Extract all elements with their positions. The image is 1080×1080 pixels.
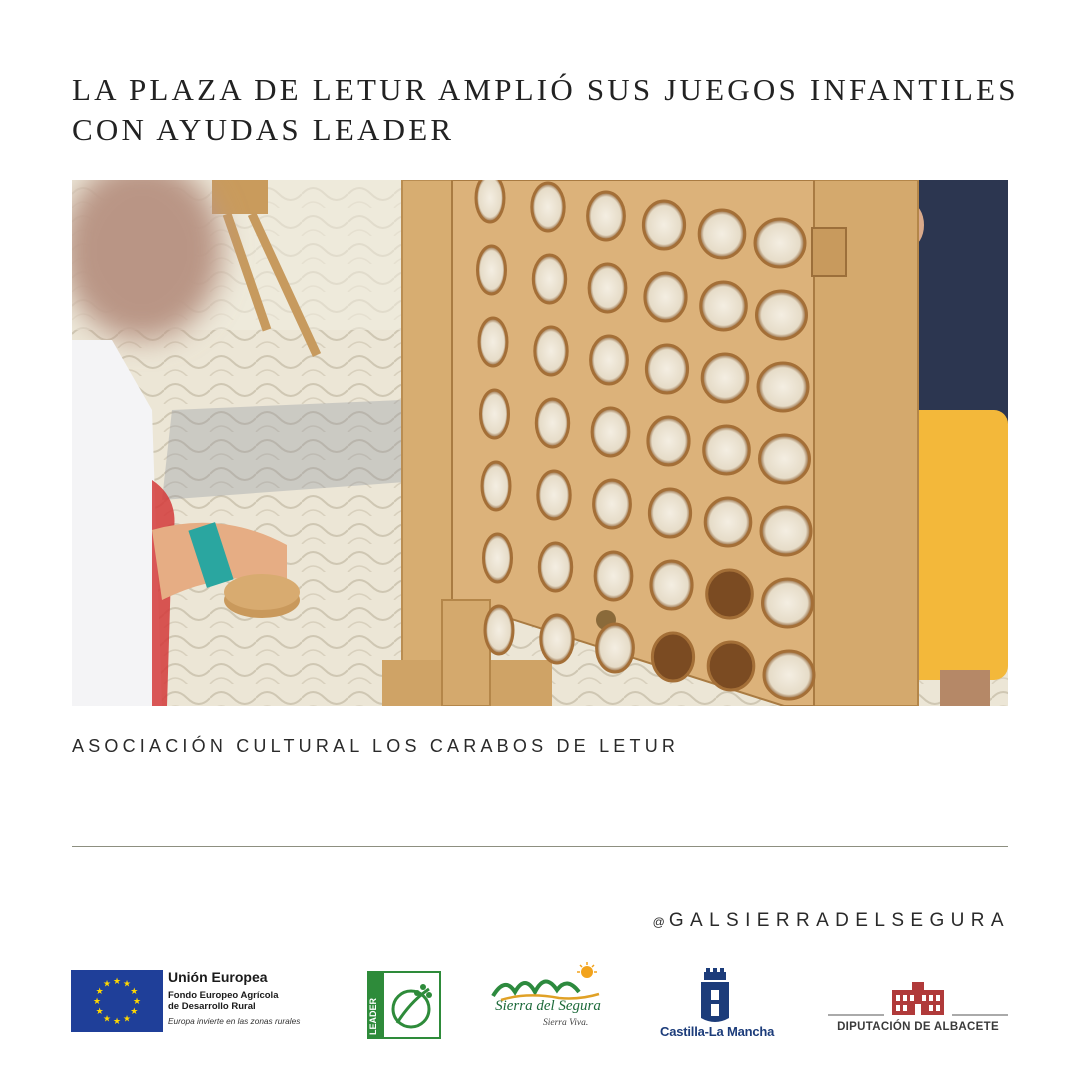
- board-hole: [757, 291, 807, 339]
- board-hole: [588, 192, 625, 240]
- social-handle[interactable]: [653, 910, 1010, 932]
- board-hole: [538, 471, 570, 519]
- board-hole: [478, 246, 506, 294]
- eu-star-icon: ★: [95, 986, 104, 996]
- eu-star-icon: ★: [112, 1016, 122, 1026]
- eu-star-icon: ★: [92, 996, 102, 1006]
- eu-tagline: Europa invierte en las zonas rurales: [168, 1016, 301, 1026]
- board-hole: [763, 579, 813, 627]
- board-hole: [597, 624, 634, 672]
- board-hole: [533, 255, 565, 303]
- board-hole: [536, 399, 568, 447]
- photo-caption: ASOCIACIÓN CULTURAL LOS CARABOS DE LETUR: [72, 736, 680, 756]
- board-hole: [592, 408, 629, 456]
- board-hole: [482, 462, 510, 510]
- board-hole: [652, 633, 693, 681]
- board-hole: [758, 363, 808, 411]
- board-hole: [485, 606, 513, 654]
- eu-star-icon: ★: [122, 978, 132, 989]
- board-hole: [705, 498, 751, 546]
- board-hole: [484, 534, 512, 582]
- board-hole: [532, 183, 564, 231]
- sierra-del-segura-logo: [487, 962, 609, 1042]
- board-hole: [643, 201, 684, 249]
- board-hole: [649, 489, 690, 537]
- sierra-name: Sierra del Segura: [495, 998, 601, 1014]
- eu-star-icon: ★: [95, 1006, 104, 1016]
- photo-connect-four: [72, 180, 1008, 706]
- eu-star-icon: ★: [130, 1006, 139, 1016]
- board-hole: [645, 273, 686, 321]
- handle-text: GALSIERRADELSEGURA: [668, 910, 1010, 931]
- post-title-line-2: CON AYUDAS LEADER: [72, 112, 455, 147]
- sierra-slogan: Sierra Viva.: [543, 1018, 589, 1028]
- board-hole: [651, 561, 692, 609]
- leader-logo: [367, 971, 441, 1039]
- board-hole: [481, 390, 509, 438]
- board-hole: [699, 210, 745, 258]
- post-title: [72, 70, 1019, 150]
- connect-four-board: [382, 180, 918, 706]
- castle-icon: [660, 968, 770, 1024]
- board-hole: [702, 354, 748, 402]
- board-hole: [761, 507, 811, 555]
- eu-flag-icon: [71, 970, 163, 1032]
- eu-star-icon: ★: [132, 996, 142, 1006]
- eu-star-icon: ★: [112, 976, 122, 986]
- at-symbol: @: [652, 915, 669, 929]
- board-hole: [764, 651, 814, 699]
- board-hole: [707, 570, 753, 618]
- clm-name: Castilla-La Mancha: [660, 1024, 775, 1039]
- board-hole: [648, 417, 689, 465]
- eu-fund-line-1: Fondo Europeo Agrícola: [168, 990, 279, 1001]
- board-hole: [541, 615, 573, 663]
- eu-star-icon: ★: [130, 986, 139, 996]
- palace-icon: [828, 982, 1008, 1018]
- board-hole: [704, 426, 750, 474]
- board-hole: [646, 345, 687, 393]
- board-hole: [701, 282, 747, 330]
- board-hole: [595, 552, 632, 600]
- eu-star-icon: ★: [102, 1013, 112, 1024]
- sponsor-logos: [0, 960, 1080, 1050]
- castilla-la-mancha-logo: [660, 968, 775, 1048]
- board-hole: [755, 219, 805, 267]
- board-hole: [476, 180, 504, 222]
- eu-fund-line-2: de Desarrollo Rural: [168, 1001, 256, 1012]
- eu-star-icon: ★: [102, 978, 112, 989]
- board-hole: [594, 480, 631, 528]
- board-hole: [708, 642, 754, 690]
- board-hole: [535, 327, 567, 375]
- eu-logo: [71, 968, 321, 1034]
- eu-star-icon: ★: [122, 1013, 132, 1024]
- board-hole: [591, 336, 628, 384]
- board-hole: [539, 543, 571, 591]
- board-hole: [479, 318, 507, 366]
- photo-illustration: [72, 180, 1008, 706]
- divider-line: [72, 846, 1008, 847]
- board-hole: [589, 264, 626, 312]
- diputacion-albacete-logo: [828, 982, 1008, 1042]
- leader-icon: [367, 971, 441, 1039]
- diputacion-name: DIPUTACIÓN DE ALBACETE: [837, 1021, 999, 1033]
- sierra-mountains-icon: [487, 962, 609, 1002]
- eu-title: Unión Europea: [168, 969, 268, 985]
- board-hole: [760, 435, 810, 483]
- leader-label: LEADER: [368, 997, 378, 1035]
- post-title-line-1: LA PLAZA DE LETUR AMPLIÓ SUS JUEGOS INFANTILES: [72, 72, 1019, 107]
